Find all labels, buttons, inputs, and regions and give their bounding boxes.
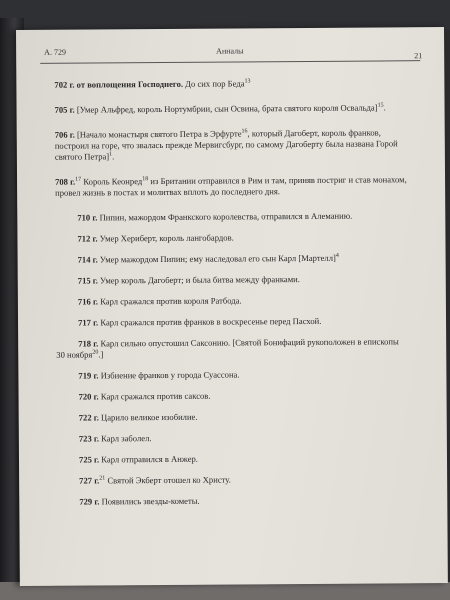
running-header-title: Анналы xyxy=(216,46,244,56)
entry-702: 702 г. от воплощения Господнего. До сих пор Беда$^{13}$ xyxy=(54,78,251,90)
entry-714: 714 г. Умер мажордом Пипин; ему наследовал его сын Карл [Мартелл]$^4$ xyxy=(77,252,339,265)
footnote-mark: 4 xyxy=(335,252,339,259)
entry-712: 712 г. Умер Хериберт, король лангобардов. xyxy=(77,232,234,244)
running-header-year: А. 729 xyxy=(44,47,66,57)
entry-717: 717 г. Карл сражался против франков в воскресенье перед Пасхой. xyxy=(78,315,322,328)
entry-729: 729 г. Появились звезды-кометы. xyxy=(79,495,200,507)
entry-719: 719 г. Избиение франков у города Суассона. xyxy=(78,369,240,381)
entry-718: 718 г. Карл сильно опустошил Саксонию. [Святой Бонифаций рукоположен в епископы 30 ноября$^{20}$.] xyxy=(56,336,399,360)
footnote-mark: 1 xyxy=(109,151,113,158)
entry-708: 708 г.$^{17}$ Король Кеонред$^{18}$ из Британии отправился в Рим и там, приняв постриг и став монахом, провел жизнь в постах и молитвах вплоть до последнего дня. xyxy=(55,174,407,198)
entry-722: 722 г. Царило великое изобилие. xyxy=(78,411,198,423)
book-page xyxy=(16,27,448,586)
footnote-mark: 20 xyxy=(92,349,99,356)
entry-723: 723 г. Карл заболел. xyxy=(78,433,152,444)
entry-725: 725 г. Карл отправился в Анжер. xyxy=(78,453,198,465)
footnote-mark: 16 xyxy=(241,128,248,135)
footnote-mark: 15 xyxy=(377,102,384,109)
entry-716: 716 г. Карл сражался против короля Ратбода. xyxy=(77,295,242,307)
annals-text xyxy=(54,77,409,507)
footnote-mark: 21 xyxy=(99,475,106,482)
running-header xyxy=(34,45,422,62)
page-number: 21 xyxy=(414,51,423,61)
entry-727: 727 г.$^{21}$ Святой Экберт отошел ко Христу. xyxy=(79,474,231,486)
entry-720: 720 г. Карл сражался против саксов. xyxy=(78,390,211,402)
footnote-mark: 18 xyxy=(142,176,149,183)
photo-background-top xyxy=(0,0,450,30)
footnote-mark: 13 xyxy=(244,78,251,85)
entry-715: 715 г. Умер король Дагоберт; и была битва между франками. xyxy=(77,274,300,286)
footnote-mark: 17 xyxy=(75,176,82,183)
entry-705: 705 г. [Умер Альфред, король Нортумбрии, сын Освина, брата святого короля Освальда]$^{15}$. xyxy=(54,102,386,115)
entry-710: 710 г. Пипин, мажордом Франкского королевства, отправился в Алеманию. xyxy=(77,210,353,223)
entry-706: 706 г. [Начало монастыря святого Петра в Эрфурте$^{16}$, который Дагоберт, король франков, построил на горе, что звалась прежде Мервигсбург, по самому Дагоберту была названа Горой святого Петра]$^1$. xyxy=(54,127,398,162)
